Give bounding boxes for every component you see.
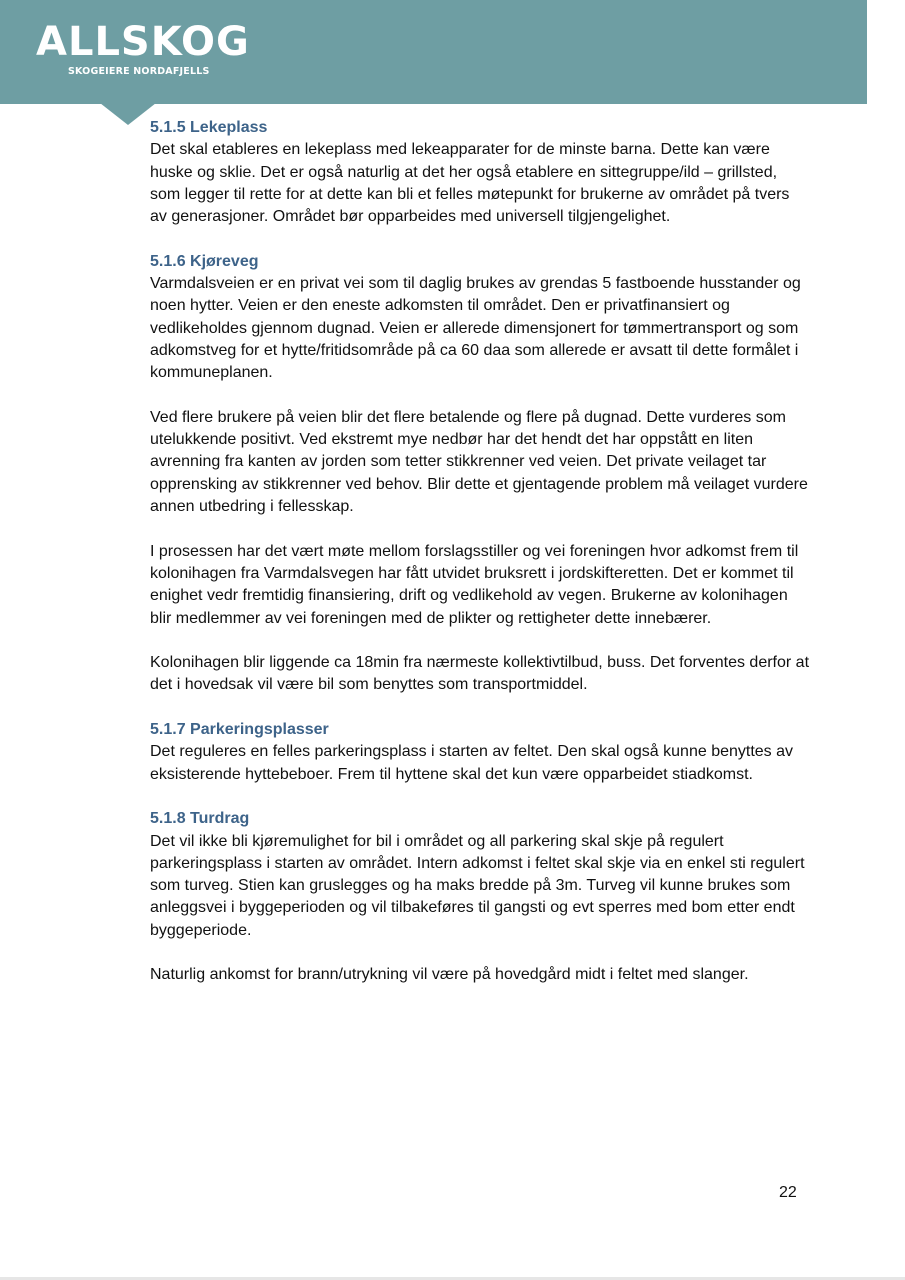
paragraph: I prosessen har det vært møte mellom forslagsstiller og vei foreningen hvor adkomst frem til kolonihagen fra Varmdalsvegen har fått utvidet bruksrett i jordskifteretten. Det er kommet til enighet vedr fremtidig finansiering, drift og vedlikehold av vegen. Brukerne av kolonihagen blir medlemmer av vei foreningen med de plikter og rettigheter dette innebærer. — [150, 542, 799, 627]
section-heading-lekeplass: 5.1.5 Lekeplass — [150, 119, 268, 136]
header-notch — [100, 103, 156, 125]
logo-subtitle: SKOGEIERE NORDAFJELLS — [68, 66, 210, 77]
spacer — [150, 942, 810, 964]
spacer — [150, 786, 810, 808]
spacer — [150, 518, 810, 540]
section-heading-parkeringsplasser: 5.1.7 Parkeringsplasser — [150, 721, 329, 739]
document-body — [150, 117, 810, 987]
spacer — [150, 697, 810, 719]
page-margin — [867, 0, 905, 1280]
paragraph: Ved flere brukere på veien blir det flere betalende og flere på dugnad. Dette vurderes som utelukkende positivt. Ved ekstremt mye nedbør har det hendt det har oppstått en liten avrenning fra kanten av jorden som tetter stikkrenner ved veien. Det private veilaget tar opprensking av stikkrenner ved behov. Blir dette et gjentagende problem må veilaget vurdere annen utbedring i fellesskap. — [150, 408, 808, 516]
logo-title: ALLSKOG — [36, 19, 250, 65]
paragraph: Kolonihagen blir liggende ca 18min fra nærmeste kollektivtilbud, buss. Det forventes derfor at det i hovedsak vil være bil som benyttes som transportmiddel. — [150, 654, 810, 694]
section-heading-turdrag: 5.1.8 Turdrag — [150, 810, 250, 828]
paragraph: Det reguleres en felles parkeringsplass i starten av feltet. Den skal også kunne benyttes av eksisterende hyttebeboer. Frem til hyttene skal det kun være opparbeidet stiadkomst. — [150, 743, 794, 783]
paragraph: Naturlig ankomst for brann/utrykning vil være på hovedgård midt i feltet med slanger. — [150, 966, 749, 984]
paragraph: Det skal etableres en lekeplass med lekeapparater for de minste barna. Dette kan være huske og sklie. Det er også naturlig at det her også etablere en sittegruppe/ild – grillsted, som legger til rette for at dette kan bli et felles møtepunkt for brukerne av området på tvers av generasjoner. Området bør opparbeides med universell tilgjengelighet. — [150, 141, 790, 226]
spacer — [150, 385, 810, 407]
paragraph: Varmdalsveien er en privat vei som til daglig brukes av grendas 5 fastboende husstander og noen hytter. Veien er den eneste adkomsten til området. Den er privatfinansiert og vedlikeholdes gjennom dugnad. Veien er allerede dimensjonert for tømmertransport og som adkomstveg for et hytte/fritidsområde på ca 60 daa som allerede er avsatt til dette formålet i kommuneplanen. — [150, 275, 801, 382]
spacer — [150, 630, 810, 652]
spacer — [150, 228, 810, 250]
page-number: 22 — [779, 1184, 797, 1201]
paragraph: Det vil ikke bli kjøremulighet for bil i området og all parkering skal skje på regulert parkeringsplass i starten av området. Intern adkomst i feltet skal skje via en enkel sti regulert som turveg. Stien kan gruslegges og ha maks bredde på 3m. Turveg vil kunne brukes som anleggsvei i byggeperioden og vil tilbakeføres til gangsti og evt sperres med bom etter endt byggeperiode. — [150, 832, 805, 939]
section-heading-kjoreveg: 5.1.6 Kjøreveg — [150, 252, 259, 270]
